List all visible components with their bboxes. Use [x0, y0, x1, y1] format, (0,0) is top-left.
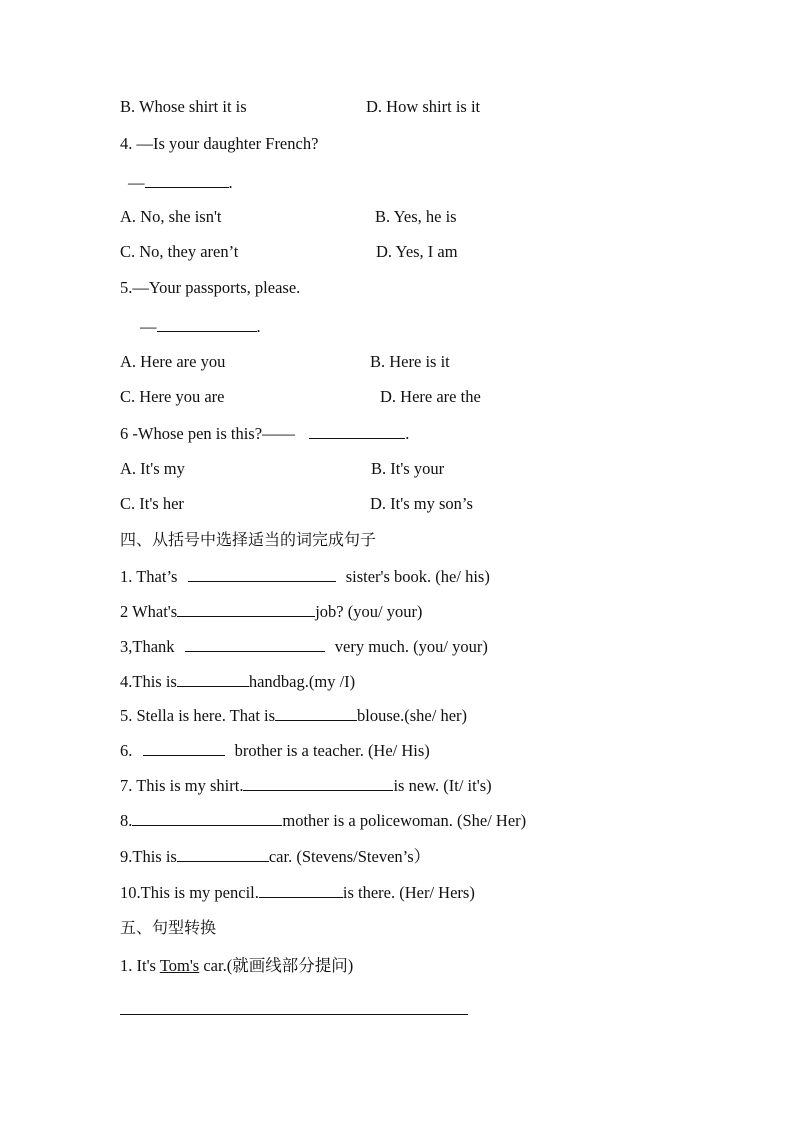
q5-option-d: D. Here are the	[380, 387, 481, 406]
s5-item-1-answer-line[interactable]	[120, 1014, 468, 1015]
section4-title: 四、从括号中选择适当的词完成句子	[120, 530, 377, 549]
s5-item-1-underlined-word: Tom's	[159, 956, 200, 975]
q6-option-d: D. It's my son’s	[370, 494, 473, 513]
s4-item-9-blank[interactable]	[177, 846, 269, 862]
s4-item-6: 6. brother is a teacher. (He/ His)	[120, 741, 430, 760]
q6-option-a: A. It's my	[120, 459, 185, 478]
s4-item-2-blank[interactable]	[177, 601, 315, 617]
s4-item-4: 4.This is handbag.(my /I)	[120, 672, 356, 691]
q5-option-b: B. Here is it	[370, 352, 450, 371]
s4-item-5: 5. Stella is here. That is blouse.(she/ her)	[120, 706, 468, 725]
s4-item-10-blank[interactable]	[259, 882, 343, 898]
s4-item-7-blank[interactable]	[243, 775, 393, 791]
q3-option-b: B. Whose shirt it is	[120, 97, 247, 116]
q5-options-row-2	[120, 387, 481, 407]
q5-answer-blank[interactable]	[157, 316, 257, 332]
q6-options-row-2	[120, 494, 473, 514]
s4-item-1: 1. That’s sister's book. (he/ his)	[120, 567, 490, 586]
q6-option-b: B. It's your	[371, 459, 445, 478]
s4-item-7: 7. This is my shirt. is new. (It/ it's)	[120, 776, 492, 795]
q5-options-row-1	[120, 352, 450, 372]
q6-stem: 6 -Whose pen is this?——	[120, 424, 296, 443]
q4-answer-blank[interactable]	[145, 172, 229, 188]
q4-options-row-1	[120, 207, 457, 227]
s4-item-4-blank[interactable]	[177, 671, 249, 687]
q4-option-b: B. Yes, he is	[375, 207, 457, 226]
q6-option-c: C. It's her	[120, 494, 184, 513]
section5-title: 五、句型转换	[120, 918, 217, 937]
q4-stem: 4. —Is your daughter French?	[120, 134, 319, 153]
s4-item-9: 9.This is car. (Stevens/Steven’s）	[120, 847, 431, 866]
q4-answer-line: — .	[128, 173, 233, 192]
s4-item-8-blank[interactable]	[132, 810, 282, 826]
q5-stem: 5.—Your passports, please.	[120, 278, 301, 297]
q5-answer-line: — .	[140, 317, 261, 336]
s4-item-6-blank[interactable]	[143, 740, 225, 756]
s4-item-2: 2 What's job? (you/ your)	[120, 602, 423, 621]
s5-item-1: 1. It's Tom's car.(就画线部分提问)	[120, 956, 354, 975]
s4-item-10: 10.This is my pencil. is there. (Her/ Hers)	[120, 883, 475, 902]
q6-options-row-1	[120, 459, 445, 479]
q4-option-d: D. Yes, I am	[376, 242, 458, 261]
q3-option-d: D. How shirt is it	[366, 97, 481, 116]
q6-answer-blank[interactable]	[309, 423, 405, 439]
q5-option-c: C. Here you are	[120, 387, 225, 406]
q4-option-a: A. No, she isn't	[120, 207, 222, 226]
q4-option-c: C. No, they aren’t	[120, 242, 239, 261]
s4-item-8: 8. mother is a policewoman. (She/ Her)	[120, 811, 527, 830]
q5-option-a: A. Here are you	[120, 352, 226, 371]
s4-item-3-blank[interactable]	[185, 636, 325, 652]
q4-options-row-2	[120, 242, 458, 262]
q6-stem-line: 6 -Whose pen is this?—— .	[120, 424, 410, 443]
s4-item-5-blank[interactable]	[275, 705, 357, 721]
s4-item-3: 3,Thank very much. (you/ your)	[120, 637, 488, 656]
q3-options-row	[120, 97, 481, 117]
s4-item-1-blank[interactable]	[188, 566, 336, 582]
